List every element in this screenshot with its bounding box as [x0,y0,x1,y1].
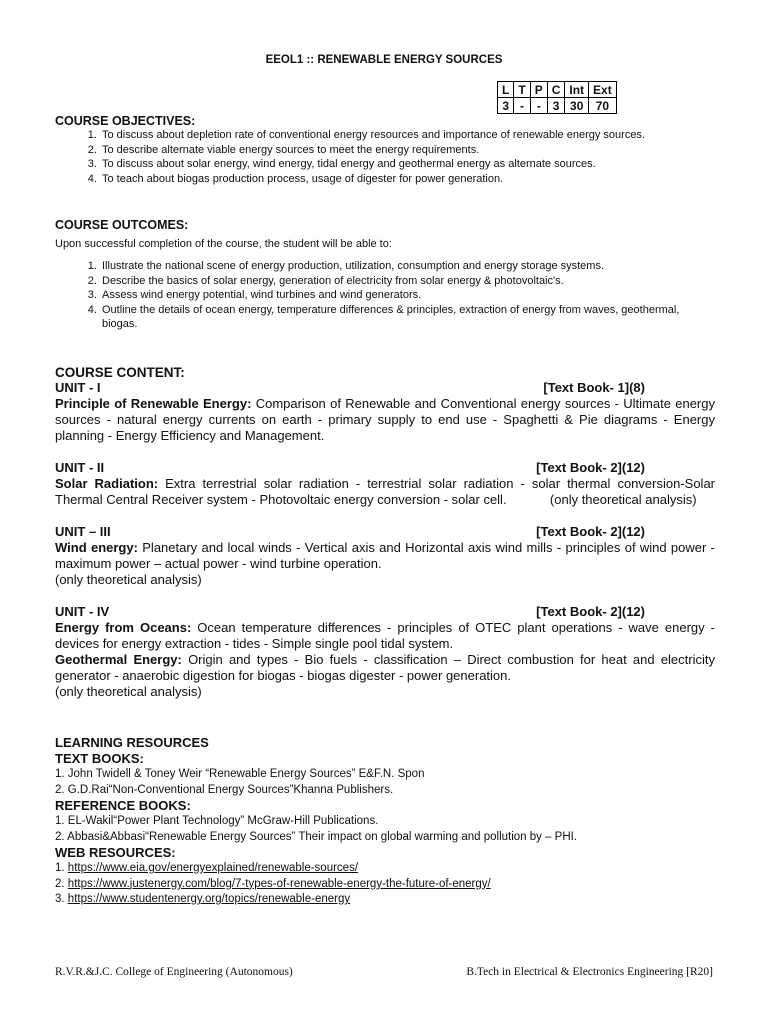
web-resource-link[interactable]: https://www.eia.gov/energyexplained/renewable-sources/ [67,862,359,874]
course-content-section [55,365,719,700]
unit-4-text: Ocean temperature differences - principles of OTEC plant operations - wave energy - devices for energy extraction - tides - Simple single pool tidal system. [55,620,715,651]
unit-1-topic: Principle of Renewable Energy: [55,396,252,411]
unit-3-label: UNIT – III [55,524,111,539]
unit-1-label: UNIT - I [55,380,101,395]
resources-heading: LEARNING RESOURCES [55,735,209,750]
unit-3-header [55,524,715,540]
unit-4-note: (only theoretical analysis) [55,684,202,699]
outcome-item: 2. Describe the basics of solar energy, generation of electricity from solar energy & photovoltaic's. [100,274,715,289]
outcomes-list [55,259,715,332]
web-resource-number: 3. [55,893,65,905]
ltpc-header-row [498,82,617,98]
outcome-item: 1. Illustrate the national scene of energy production, utilization, consumption and energy storage systems. [100,259,715,274]
ltpc-value-t: - [514,98,530,114]
unit-2-text: Extra terrestrial solar radiation - terrestrial solar radiation - solar thermal conversion-Solar Thermal Central Receiver system - Photovoltaic energy conversion - solar cell. (only theoretical analysis) [55,476,719,507]
unit-2-header [55,460,715,476]
ltpc-value-l: 3 [498,98,514,114]
text-book-item: 1. John Twidell & Toney Weir “Renewable Energy Sources” E&F.N. Spon [55,768,425,780]
unit-2-label: UNIT - II [55,460,105,475]
unit-2-topic: Solar Radiation: [55,476,159,491]
ltpc-header-p: P [530,82,547,98]
page-footer [55,966,713,978]
objective-item: 1. To discuss about depletion rate of conventional energy resources and importance of renewable energy sources. [100,128,715,143]
web-resource-item [55,861,715,877]
unit-1-ref: [Text Book- 1](8) [543,380,645,395]
outcomes-intro: Upon successful completion of the course, the student will be able to: [55,238,392,250]
unit-1-header [55,380,715,396]
unit-4-header [55,604,715,620]
reference-book-item: 1. EL-Wakil“Power Plant Technology” McGraw-Hill Publications. [55,815,379,827]
unit-2-body [55,476,719,508]
course-outcomes-section [55,218,715,332]
objective-item: 4. To teach about biogas production process, usage of digester for power generation. [100,172,715,187]
web-resource-link[interactable]: https://www.justenergy.com/blog/7-types-of-renewable-energy-the-future-of-energy/ [67,877,491,890]
course-title: EEOL1 :: RENEWABLE ENERGY SOURCES [265,54,503,66]
ltpc-value-row [498,98,617,114]
unit-3-ref: [Text Book- 2](12) [536,524,645,539]
unit-4-topic-2: Geothermal Energy: [55,652,182,667]
objective-item: 2. To describe alternate viable energy sources to meet the energy requirements. [100,143,715,158]
objectives-heading: COURSE OBJECTIVES: [55,114,196,128]
ltpc-header-c: C [547,82,565,98]
unit-4-ref: [Text Book- 2](12) [536,604,645,619]
ltpc-value-c: 3 [547,98,565,114]
text-books-heading: TEXT BOOKS: [55,751,144,766]
web-resource-item [55,877,715,893]
unit-2-ref: [Text Book- 2](12) [536,460,645,475]
unit-4-topic: Energy from Oceans: [55,620,192,635]
web-resource-number: 2. [55,877,65,890]
learning-resources-section [55,735,715,908]
content-heading: COURSE CONTENT: [55,365,185,380]
reference-books-heading: REFERENCE BOOKS: [55,798,191,813]
unit-1-body [55,396,715,444]
ltpc-table [497,81,617,114]
ltpc-header-l: L [498,82,514,98]
ltpc-value-p: - [530,98,547,114]
course-objectives-section [55,114,715,186]
footer-left: R.V.R.&J.C. College of Engineering (Autonomous) [55,966,293,978]
outcome-item: 4. Outline the details of ocean energy, temperature differences & principles, extraction of energy from waves, geothermal, biogas. [100,303,715,332]
unit-3-topic: Wind energy: [55,540,138,555]
unit-3-text: Planetary and local winds - Vertical axis and Horizontal axis wind mills - principles of wind power - maximum power – actual power - wind turbine operation. [55,540,715,571]
unit-4-body [55,620,715,652]
unit-4-label: UNIT - IV [55,604,110,619]
unit-4-body-2 [55,652,715,684]
unit-3-note: (only theoretical analysis) [55,572,202,587]
ltpc-value-int: 30 [565,98,589,114]
reference-book-item: 2. Abbasi&Abbasi“Renewable Energy Sources” Their impact on global warming and pollution by – PHI. [55,830,578,843]
outcome-item: 3. Assess wind energy potential, wind turbines and wind generators. [100,288,715,303]
objectives-list [55,128,715,186]
text-book-item: 2. G.D.Rai“Non-Conventional Energy Sources”Khanna Publishers. [55,783,394,796]
objective-item: 3. To discuss about solar energy, wind energy, tidal energy and geothermal energy as alternate sources. [100,157,715,172]
ltpc-header-int: Int [565,82,589,98]
web-resource-link[interactable]: https://www.studentenergy.org/topics/renewable-energy [67,893,351,905]
unit-1-text: Comparison of Renewable and Conventional energy sources - Ultimate energy sources - natural energy currents on earth - primary supply to end use - Spaghetti & Pie diagrams - Energy planning - Energy Efficiency and Management. [55,396,715,443]
footer-right: B.Tech in Electrical & Electronics Engineering [R20] [466,966,713,978]
outcomes-heading: COURSE OUTCOMES: [55,218,189,232]
web-resources-heading: WEB RESOURCES: [55,845,176,860]
ltpc-value-ext: 70 [589,98,617,114]
ltpc-header-ext: Ext [589,82,617,98]
ltpc-header-t: T [514,82,530,98]
web-resource-number: 1. [55,862,65,874]
unit-4-text-2: Origin and types - Bio fuels - classification – Direct combustion for heat and electricity generator - anaerobic digestion for biogas - biogas digester - power generation. [55,652,715,683]
unit-3-body [55,540,715,572]
web-resource-item [55,892,715,908]
